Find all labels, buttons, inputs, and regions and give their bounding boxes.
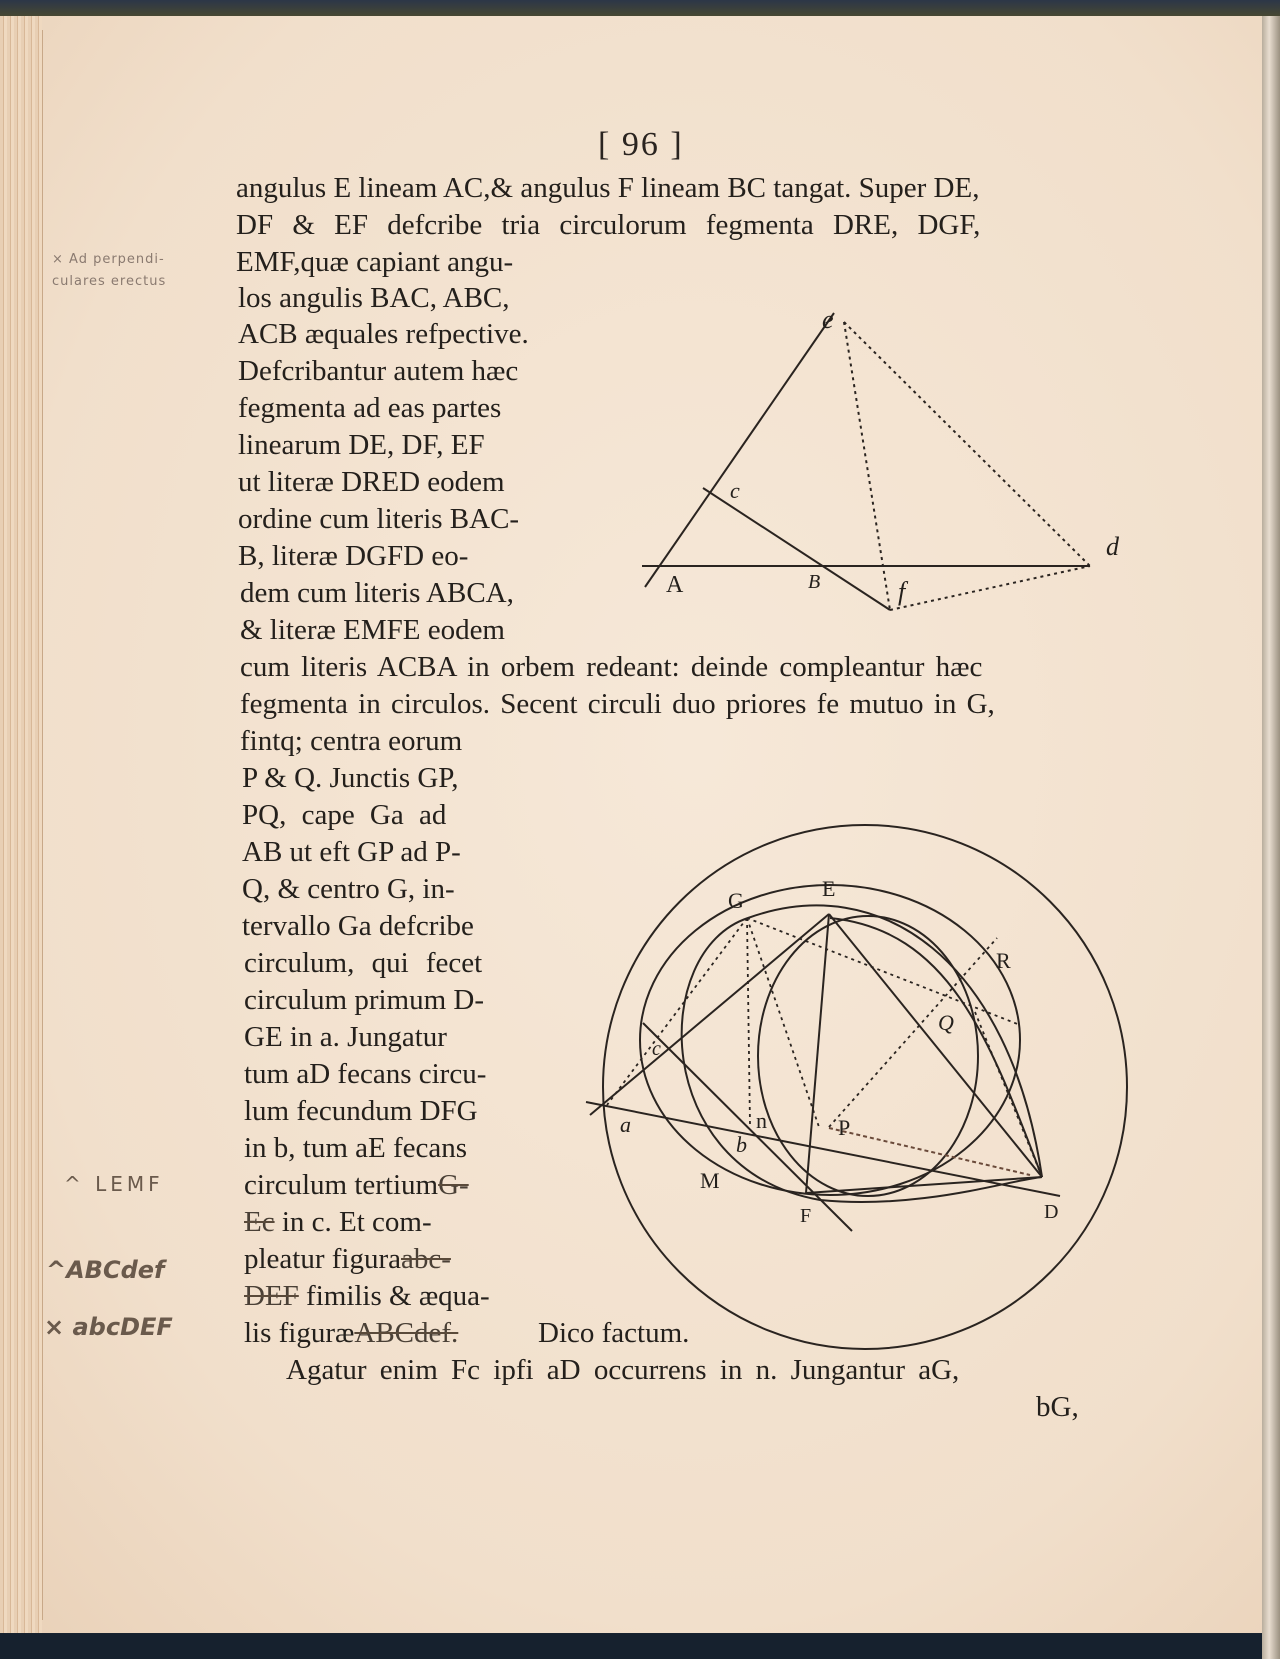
label-d: d xyxy=(1106,532,1119,561)
struck-text: abc- xyxy=(401,1243,451,1275)
text-line: circulum primum D- xyxy=(244,984,485,1016)
label-A: A xyxy=(666,572,684,598)
text-line: PQ, cape Ga ad xyxy=(242,799,447,831)
text-segment: lis figuræ xyxy=(244,1317,355,1349)
text-line: AB ut eft GP ad P- xyxy=(242,836,461,868)
page-number: [ 96 ] xyxy=(598,126,684,163)
text-line: Agatur enim Fc ipfi aD occurrens in n. Jungantur aG, xyxy=(286,1354,960,1386)
label-M: M xyxy=(700,1168,720,1193)
label-P: P xyxy=(838,1115,851,1140)
label-a: a xyxy=(620,1112,631,1137)
text-line: DF & EF defcribe tria circulorum fegmenta DRE, DGF, xyxy=(236,209,981,241)
text-line: ut literæ DRED eodem xyxy=(238,466,505,498)
label-E: E xyxy=(822,876,836,901)
text-line: tervallo Ga defcribe xyxy=(242,910,474,942)
struck-text: G- xyxy=(438,1169,469,1201)
text-line: GE in a. Jungatur xyxy=(244,1021,447,1053)
text-line: EMF,quæ capiant angu- xyxy=(236,246,514,278)
text-line: los angulis BAC, ABC, xyxy=(238,282,510,314)
text-segment: circulum tertium xyxy=(244,1169,439,1201)
text-line: ordine cum literis BAC- xyxy=(238,503,520,535)
text-line: P & Q. Junctis GP, xyxy=(242,762,459,794)
text-line: Dico factum. xyxy=(538,1317,690,1349)
text-line: Defcribantur autem hæc xyxy=(238,355,519,387)
text-line: bG, xyxy=(1036,1391,1079,1423)
text-line: linearum DE, DF, EF xyxy=(238,429,485,461)
text-segment: pleatur figura xyxy=(244,1243,402,1275)
offset-marginal-note: × Ad perpendi- xyxy=(52,252,165,267)
label-c: c xyxy=(730,478,740,503)
text-line: angulus E lineam AC,& angulus F lineam BC tangat. Super DE, xyxy=(236,172,980,204)
handwritten-note: ^ LEMF xyxy=(64,1172,164,1196)
struck-text: DEF xyxy=(244,1280,299,1312)
label-G: G xyxy=(728,888,744,913)
text-line: in b, tum aE fecans xyxy=(244,1132,468,1164)
text-segment: fimilis & æqua- xyxy=(306,1280,490,1312)
text-line: ACB æquales refpective. xyxy=(238,318,529,350)
text-line: fegmenta in circulos. Secent circuli duo priores fe mutuo in G, xyxy=(240,688,995,720)
text-line: Q, & centro G, in- xyxy=(242,873,455,905)
handwritten-note: × abcDEF xyxy=(44,1313,173,1341)
text-line: tum aD fecans circu- xyxy=(244,1058,487,1090)
label-D: D xyxy=(1044,1201,1059,1223)
label-b: b xyxy=(736,1132,747,1157)
text-line: circulum, qui fecet xyxy=(244,947,483,979)
text-line: fintq; centra eorum xyxy=(240,725,463,757)
struck-text: Ec xyxy=(244,1206,275,1238)
label-Q: Q xyxy=(938,1010,954,1035)
label-n: n xyxy=(756,1108,767,1133)
text-line: fegmenta ad eas partes xyxy=(238,392,502,424)
text-line: B, literæ DGFD eo- xyxy=(238,540,469,572)
text-line: lum fecundum DFG xyxy=(244,1095,478,1127)
text-line: & literæ EMFE eodem xyxy=(240,614,505,646)
label-R: R xyxy=(996,948,1011,973)
text-line: cum literis ACBA in orbem redeant: deinde compleantur hæc xyxy=(240,651,983,683)
handwritten-note: ^ABCdef xyxy=(46,1256,165,1284)
text-segment: in c. Et com- xyxy=(281,1206,432,1238)
offset-marginal-note: culares erectus xyxy=(52,274,167,289)
label-f: f xyxy=(898,577,906,606)
text-line: dem cum literis ABCA, xyxy=(240,577,514,609)
label-c: c xyxy=(652,1038,661,1060)
label-F: F xyxy=(800,1205,812,1227)
label-e: e xyxy=(822,305,834,334)
struck-text: ABCdef. xyxy=(354,1317,459,1349)
label-B: B xyxy=(808,571,821,593)
